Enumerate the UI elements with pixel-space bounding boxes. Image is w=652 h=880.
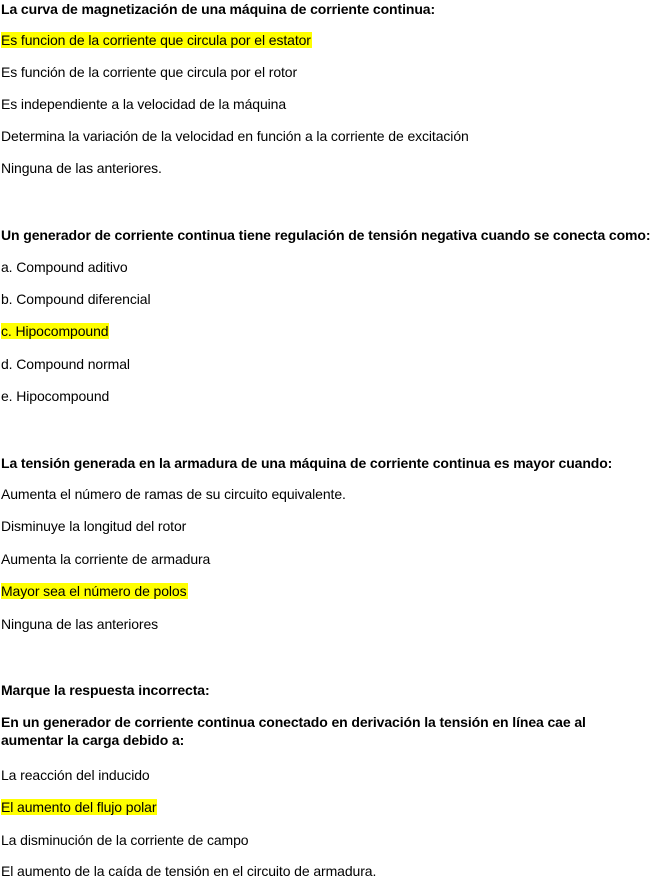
question-2-prompt: Un generador de corriente continua tiene regulación de tensión negativa cuando se conecta como:	[1, 227, 651, 243]
highlighted-answer: Mayor sea el número de polos	[1, 583, 187, 599]
question-2-option-b: b. Compound diferencial	[1, 291, 151, 307]
question-4-option-1: La reacción del inducido	[1, 767, 150, 783]
question-1-option-3: Es independiente a la velocidad de la máquina	[1, 96, 287, 112]
question-2-option-a: a. Compound aditivo	[1, 259, 128, 275]
question-3-option-1: Aumenta el número de ramas de su circuito equivalente.	[1, 486, 346, 502]
question-3-option-5: Ninguna de las anteriores	[1, 616, 159, 632]
question-2-option-c	[1, 322, 109, 340]
question-4-instruction: Marque la respuesta incorrecta:	[1, 682, 210, 698]
question-4-prompt: En un generador de corriente continua conectado en derivación la tensión en línea cae al aumentar la carga debido a:	[1, 714, 586, 748]
question-1-option-4: Determina la variación de la velocidad en función a la corriente de excitación	[1, 128, 469, 144]
question-4-option-2	[1, 798, 157, 816]
question-1-option-1	[1, 31, 312, 49]
question-3-option-3: Aumenta la corriente de armadura	[1, 551, 211, 567]
question-3-option-4	[1, 582, 188, 600]
question-1-option-5: Ninguna de las anteriores.	[1, 160, 162, 176]
question-4-option-3: La disminución de la corriente de campo	[1, 832, 249, 848]
highlighted-answer: c. Hipocompound	[1, 323, 109, 339]
question-4-option-4: El aumento de la caída de tensión en el circuito de armadura.	[1, 863, 377, 879]
question-1-prompt: La curva de magnetización de una máquina de corriente continua:	[1, 1, 436, 17]
highlighted-answer: El aumento del flujo polar	[1, 799, 157, 815]
highlighted-answer: Es funcion de la corriente que circula por el estator	[1, 32, 311, 48]
question-2-option-e: e. Hipocompound	[1, 388, 110, 404]
question-2-option-d: d. Compound normal	[1, 356, 130, 372]
question-1-option-2: Es función de la corriente que circula por el rotor	[1, 64, 298, 80]
question-3-option-2: Disminuye la longitud del rotor	[1, 518, 187, 534]
question-3-prompt: La tensión generada en la armadura de una máquina de corriente continua es mayor cuando:	[1, 455, 613, 471]
